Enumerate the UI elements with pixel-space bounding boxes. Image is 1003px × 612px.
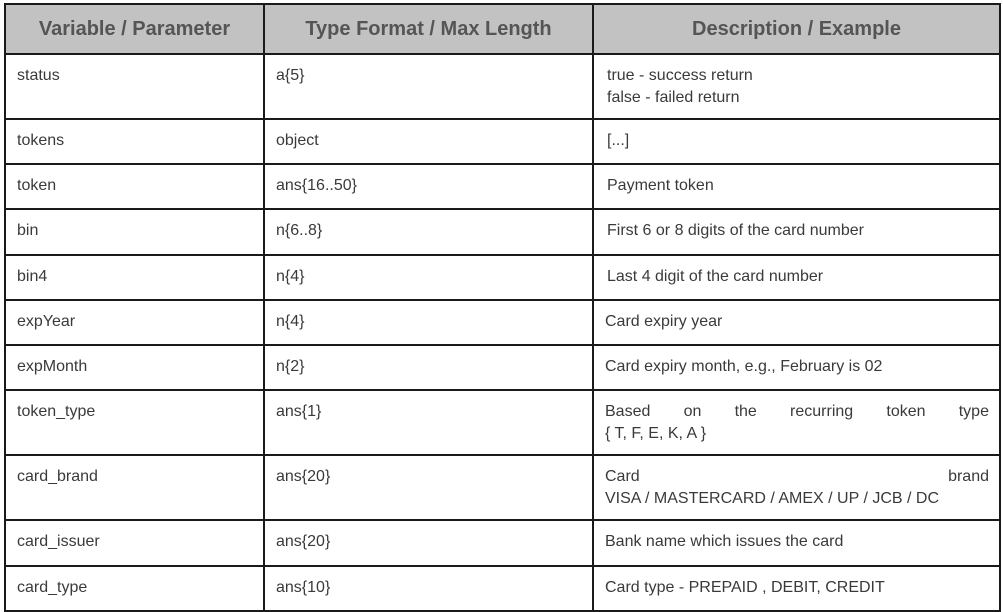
description-line: VISA / MASTERCARD / AMEX / UP / JCB / DC [605, 490, 939, 507]
description-cell [593, 54, 1000, 119]
header-variable: Variable / Parameter [5, 4, 264, 54]
table-header-row [5, 4, 1000, 54]
description-line: false - failed return [607, 89, 740, 106]
description-cell: [...] [593, 119, 1000, 164]
header-description: Description / Example [593, 4, 1000, 54]
description-word: on [683, 403, 702, 420]
variable-cell: bin4 [5, 255, 264, 300]
description-word: Based [605, 403, 651, 420]
table-row [5, 54, 1000, 119]
description-word: Card [605, 468, 640, 485]
description-cell: Card type - PREPAID , DEBIT, CREDIT [593, 566, 1000, 611]
description-line: { T, F, E, K, A } [605, 425, 707, 442]
description-word: recurring [790, 403, 854, 420]
variable-cell: expYear [5, 300, 264, 345]
type-cell: n{4} [264, 300, 593, 345]
type-cell: n{2} [264, 345, 593, 390]
table-row [5, 455, 1000, 520]
table-row [5, 209, 1000, 255]
description-justified-line [605, 401, 989, 423]
variable-cell: token_type [5, 390, 264, 455]
type-cell: n{4} [264, 255, 593, 300]
description-cell [593, 455, 1000, 520]
variable-cell: bin [5, 209, 264, 255]
variable-cell: token [5, 164, 264, 209]
table-row [5, 390, 1000, 455]
table-row [5, 520, 1000, 566]
variable-cell: card_type [5, 566, 264, 611]
type-cell: n{6..8} [264, 209, 593, 255]
table-row [5, 119, 1000, 164]
description-justified-line [605, 466, 989, 488]
variable-cell: card_issuer [5, 520, 264, 566]
type-cell: ans{1} [264, 390, 593, 455]
type-cell: ans{10} [264, 566, 593, 611]
variable-cell: tokens [5, 119, 264, 164]
header-type: Type Format / Max Length [264, 4, 593, 54]
table-row [5, 566, 1000, 611]
description-cell: First 6 or 8 digits of the card number [593, 209, 1000, 255]
table-row [5, 164, 1000, 209]
variable-cell: status [5, 54, 264, 119]
type-cell: object [264, 119, 593, 164]
description-word: type [958, 403, 989, 420]
description-cell [593, 390, 1000, 455]
description-line: true - success return [607, 67, 753, 84]
parameter-table [4, 3, 1001, 612]
type-cell: ans{20} [264, 520, 593, 566]
type-cell: ans{20} [264, 455, 593, 520]
table-row [5, 345, 1000, 390]
description-cell: Last 4 digit of the card number [593, 255, 1000, 300]
table-row [5, 255, 1000, 300]
description-cell: Card expiry year [593, 300, 1000, 345]
description-cell: Card expiry month, e.g., February is 02 [593, 345, 1000, 390]
description-cell: Bank name which issues the card [593, 520, 1000, 566]
description-word: token [886, 403, 926, 420]
type-cell: a{5} [264, 54, 593, 119]
description-word: brand [948, 468, 989, 485]
table-row [5, 300, 1000, 345]
variable-cell: card_brand [5, 455, 264, 520]
type-cell: ans{16..50} [264, 164, 593, 209]
description-cell: Payment token [593, 164, 1000, 209]
description-word: the [734, 403, 757, 420]
variable-cell: expMonth [5, 345, 264, 390]
